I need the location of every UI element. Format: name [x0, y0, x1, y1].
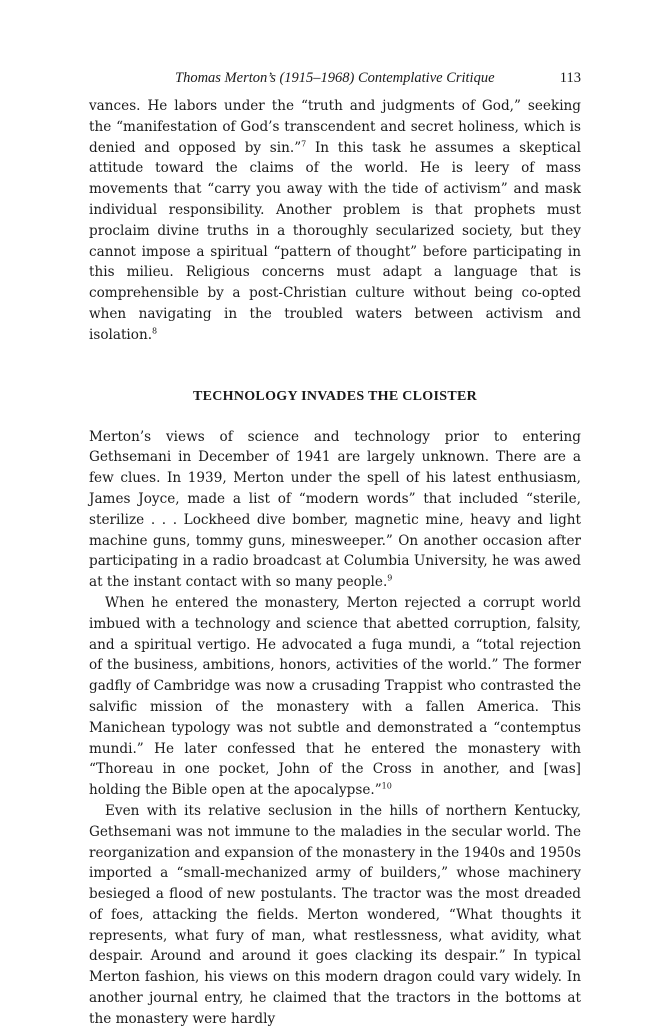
page-number: 113 — [559, 70, 581, 86]
footnote-ref-7[interactable]: 7 — [301, 139, 307, 149]
section-body — [89, 427, 581, 1030]
intro-paragraph-text: vances. He labors under the “truth and judgments of God,” seeking the “manifestation of God’s transcendent and secret holiness, which is denied and opposed by sin.” — [89, 98, 581, 156]
section-paragraph-2 — [89, 593, 581, 801]
paragraph-2-text: When he entered the monastery, Merton rejected a corrupt world imbued with a technology and science that abetted corruption, falsity, and a spiritual vertigo. He advocated a fuga mundi, a “total rejection of the business, ambitions, honors, activities of the world.” The former gadfly of Cambridge was now a crusading Trappist who contrasted the salvific mission of the monastery with a fallen America. This Manichean typology was not subtle and demonstrated a “contemptus mundi.” He later confessed that he entered the monastery with “Thoreau in one pocket, John of the Cross in another, and [was] holding the Bible open at the apocalypse.” — [89, 594, 581, 799]
section-heading: TECHNOLOGY INVADES THE CLOISTER — [192, 388, 478, 404]
book-page — [89, 60, 581, 1030]
section-paragraph-3 — [89, 801, 581, 1030]
intro-text — [89, 96, 581, 346]
running-head — [89, 60, 581, 90]
footnote-ref-10[interactable]: 10 — [381, 781, 392, 791]
paragraph-1-text: Merton’s views of science and technology prior to entering Gethsemani in December of 1941 are largely unknown. There are a few clues. In 1939, Merton under the spell of his latest enthusiasm, James Joyce, made a list of “modern words” that included “sterile, sterilize . . . Lockheed dive bomber, magnetic mine, heavy and light machine guns, tommy guns, minesweeper.” On another occasion after participating in a radio broadcast at Columbia University, he was awed at the instant contact with so many people. — [89, 428, 581, 591]
running-title: Thomas Merton’s (1915–1968) Contemplative Critique — [175, 70, 495, 86]
paragraph-3-text: Even with its relative seclusion in the hills of northern Kentucky, Gethsemani was not immune to the maladies in the secular world. The reorganization and expansion of the monastery in the 1940s and 1950s imported a “small-mechanized army of builders,” whose machinery besieged a flood of new postulants. The tractor was the most dreaded of foes, attacking the fields. Merton wondered, “What thoughts it represents, what fury of man, what restlessness, what avidity, what despair. Around and around it goes clacking its despair.” In typical Merton fashion, his views on this modern dragon could vary widely. In another journal entry, he claimed that the tractors in the bottoms at the monastery were hardly — [89, 802, 581, 1027]
footnote-ref-8[interactable]: 8 — [152, 326, 158, 336]
intro-paragraph-text-continued: In this task he assumes a skeptical attitude toward the claims of the world. He is leery of mass movements that “carry you away with the tide of activism” and mask individual responsibility. Another problem is that prophets must proclaim divine truths in a thoroughly secularized society, but they cannot impose a spiritual “pattern of thought” before participating in this milieu. Religious concerns must adapt a language that is comprehensible by a post-Christian culture without being co-opted when navigating in the troubled waters between activism and isolation. — [89, 139, 581, 343]
intro-paragraph — [89, 96, 581, 346]
footnote-ref-9[interactable]: 9 — [387, 573, 393, 583]
section-paragraph-1 — [89, 427, 581, 593]
